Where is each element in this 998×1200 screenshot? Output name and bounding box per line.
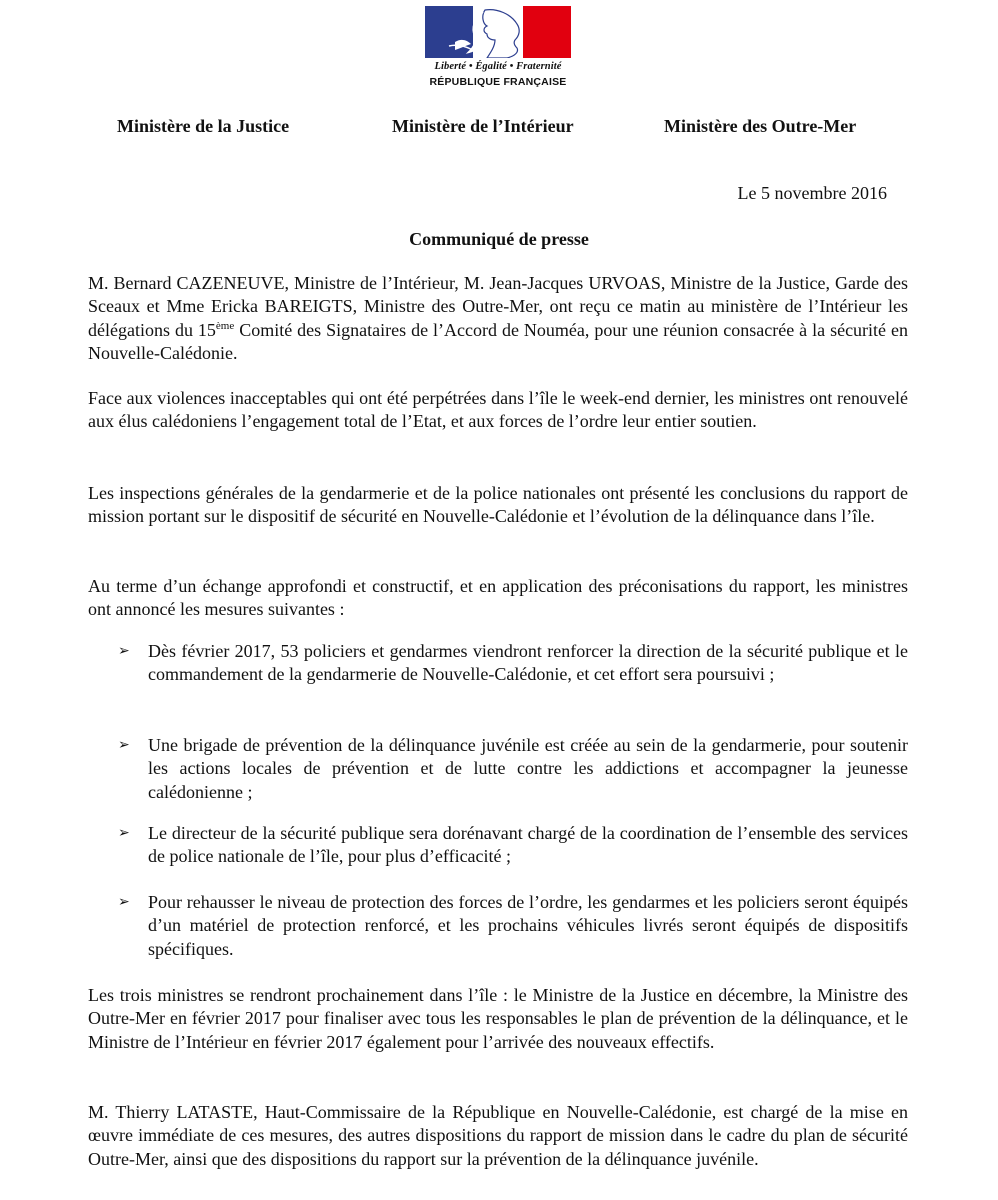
paragraph-1	[88, 272, 908, 366]
list-item-text: Une brigade de prévention de la délinquance juvénile est créée au sein de la gendarmerie, pour soutenir les actions locales de prévention et de lutte contre les addictions et accompagner la jeunesse calédonienne ;	[148, 735, 908, 802]
release-date: Le 5 novembre 2016	[737, 183, 887, 203]
arrow-bullet-icon: ➢	[118, 894, 130, 910]
ministry-overseas: Ministère des Outre-Mer	[664, 116, 857, 136]
arrow-bullet-icon: ➢	[118, 825, 130, 841]
arrow-bullet-icon: ➢	[118, 643, 130, 659]
page-title: Communiqué de presse	[409, 229, 589, 249]
ministry-justice: Ministère de la Justice	[117, 116, 290, 136]
list-item-text: Pour rehausser le niveau de protection des forces de l’ordre, les gendarmes et les policiers seront équipés d’un matériel de protection renforcé, et les prochains véhicules livrés seront équipés de dispositifs spécifiques.	[148, 892, 908, 959]
list-item-text: Dès février 2017, 53 policiers et gendarmes viendront renforcer la direction de la sécurité publique et le commandement de la gendarmerie de Nouvelle-Calédonie, et cet effort sera poursuivi ;	[148, 641, 908, 685]
paragraph-6: M. Thierry LATASTE, Haut-Commissaire de la République en Nouvelle-Calédonie, est chargé de la mise en œuvre immédiate de ces mesures, des autres dispositions du rapport de mission dans le cadre du plan de sécurité Outre-Mer, ainsi que des dispositions du rapport sur la prévention de la délinquance juvénile.	[88, 1102, 908, 1169]
ministry-interior: Ministère de l’Intérieur	[392, 116, 574, 136]
paragraph-3: Les inspections générales de la gendarmerie et de la police nationales ont présenté les conclusions du rapport de mission portant sur le dispositif de sécurité en Nouvelle-Calédonie et l’évolution de la délinquance dans l’île.	[88, 483, 908, 527]
paragraph-1-end: Comité des Signataires de l’Accord de Nouméa, pour une réunion consacrée à la sécurité en Nouvelle-Calédonie.	[88, 319, 909, 364]
republic-name: RÉPUBLIQUE FRANÇAISE	[429, 76, 567, 88]
tricolor-flag-icon	[425, 6, 571, 58]
paragraph-2: Face aux violences inacceptables qui ont été perpétrées dans l’île le week-end dernier, les ministres ont renouvelé aux élus calédoniens l’engagement total de l’Etat, et aux forces de l’ordre leur entier soutien.	[88, 388, 908, 432]
marianne-logo	[425, 6, 571, 92]
paragraph-1-start: M. Bernard CAZENEUVE, Ministre de l’Intérieur, M. Jean-Jacques URVOAS, Ministre de la Justice, Garde des Sceaux et Mme Ericka BAREIGTS, Ministre des Outre-Mer, ont reçu ce matin au ministère de l’Intérieur les délégations du 15	[88, 273, 908, 340]
arrow-bullet-icon: ➢	[118, 737, 130, 753]
ordinal-superscript: ème	[215, 319, 235, 332]
paragraph-4: Au terme d’un échange approfondi et constructif, et en application des préconisations du rapport, les ministres ont annoncé les mesures suivantes :	[88, 576, 908, 620]
paragraph-5: Les trois ministres se rendront prochainement dans l’île : le Ministre de la Justice en décembre, la Ministre des Outre-Mer en février 2017 pour finaliser avec tous les responsables le plan de prévention de la délinquance, et le Ministre de l’Intérieur en février 2017 également pour l’arrivée des nouveaux effectifs.	[88, 985, 908, 1052]
republic-motto: Liberté • Égalité • Fraternité	[434, 61, 562, 72]
list-item-text: Le directeur de la sécurité publique sera dorénavant chargé de la coordination de l’ensemble des services de police nationale de l’île, pour plus d’efficacité ;	[148, 823, 908, 867]
